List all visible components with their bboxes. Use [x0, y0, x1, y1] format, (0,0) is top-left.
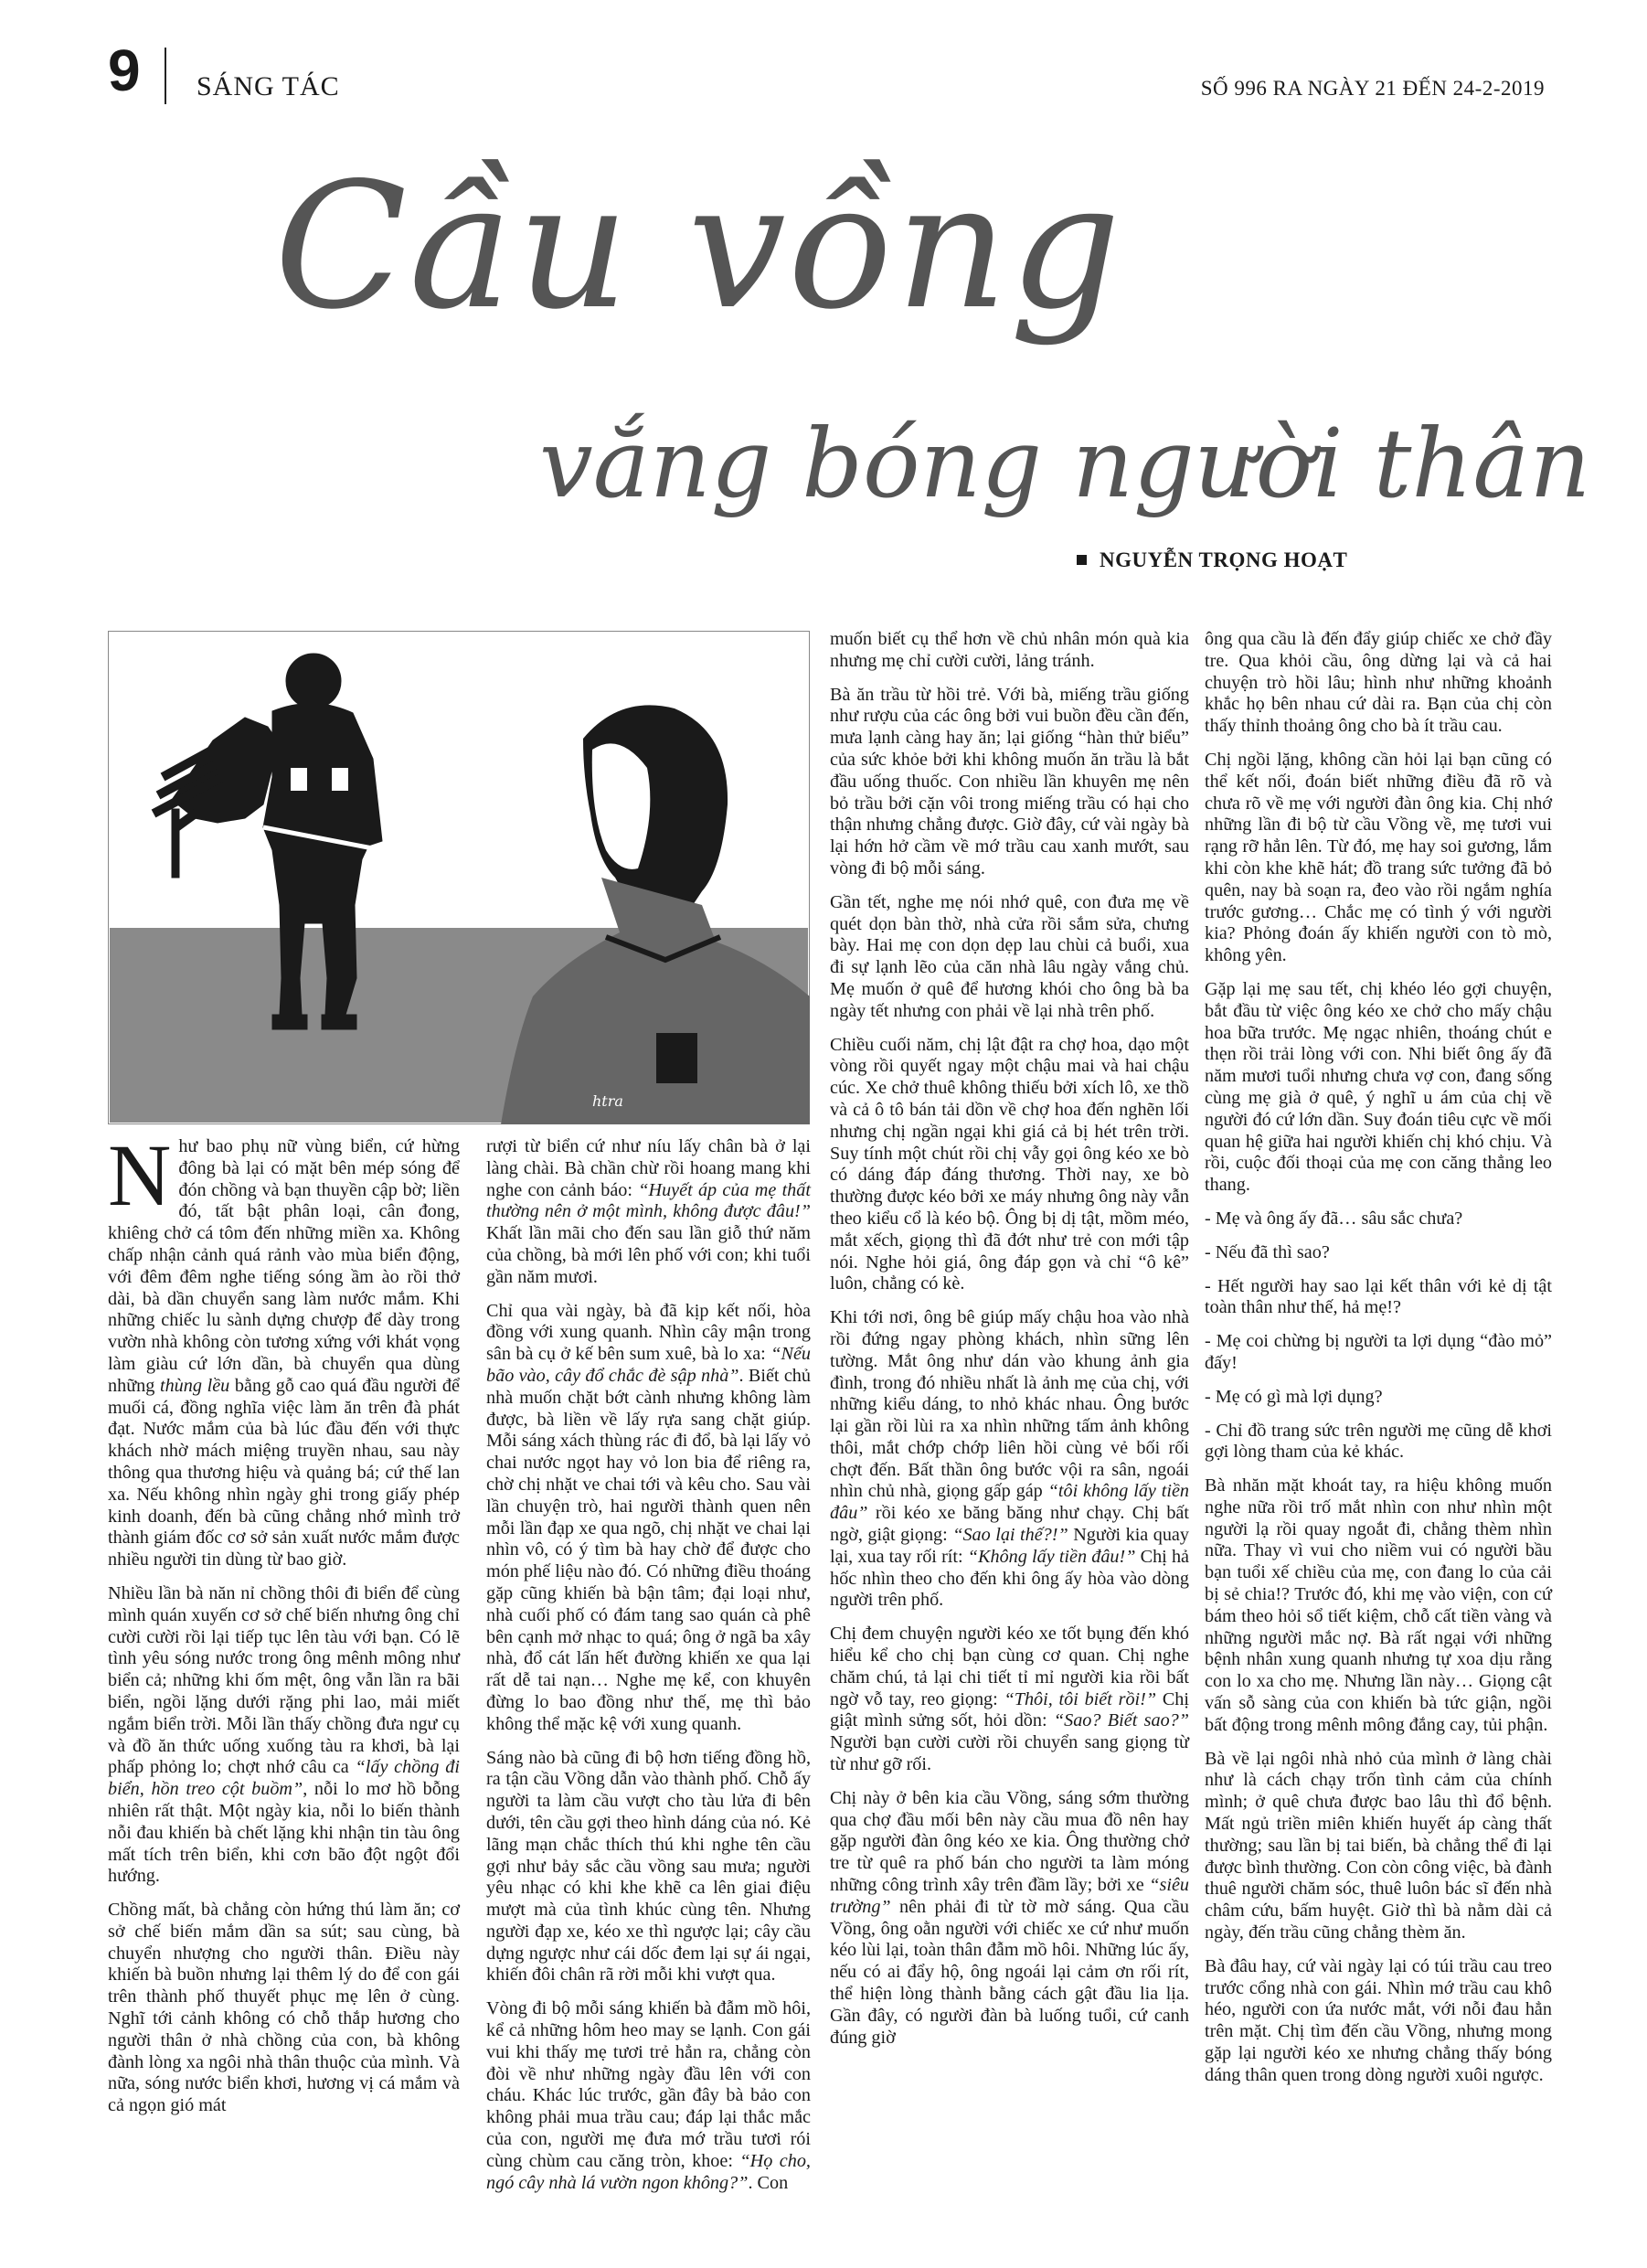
paragraph: ông qua cầu là đến đẩy giúp chiếc xe chở đầy tre. Qua khỏi cầu, ông dừng lại và cả hai chuyện trò hồi lâu; hình như những khoảnh khắc họ bên nhau cứ dài ra. Bạn của chị còn thấy thỉnh thoảng ông cho bà ít trầu cau.: [1205, 629, 1552, 737]
byline-square-icon: [1077, 555, 1087, 565]
paragraph: Bà đâu hay, cứ vài ngày lại có túi trầu cau treo trước cổng nhà con gái. Nhìn mớ trầu cau khô héo, người con ứa nước mắt, với nỗi đau hẳn trên mặt. Chị tìm đến cầu Vồng, nhưng mong gặp lại người kéo xe nhưng chẳng thấy bóng dáng thân quen trong dòng người xuôi ngược.: [1205, 1955, 1552, 2085]
paragraph: Sáng nào bà cũng đi bộ hơn tiếng đồng hồ, ra tận cầu Vồng dẫn vào thành phố. Chỗ ấy người ta làm cầu vượt cho tàu lửa đi bên dưới, tên cầu gợi theo hình dáng của nó. Kẻ lãng mạn chắc thích thú khi nghe tên cầu gợi như bảy sắc cầu vồng sau mưa; người yêu nhạc có khi khe khẽ ca lên giai điệu mượt mà của tình khúc cùng tên. Nhưng người đạp xe, kéo xe thì ngược lại; cây cầu dựng ngược như cái dốc đem lại sự ái ngại, khiến đôi chân rã rời mỗi khi vượt qua.: [486, 1747, 811, 1986]
section-name: SÁNG TÁC: [197, 71, 340, 101]
paragraph: Chiều cuối năm, chị lật đật ra chợ hoa, dạo một vòng rồi quyết ngay một chậu mai và hai chậu cúc. Xe chở thuê không thiếu bởi xích lô, xe thồ và cả ô tô bán tải dồn về chợ hoa đến nghẽn lối nhưng chị ngần ngại khi giá cả bị hét trên trời. Suy tính một chút rồi chị vẫy gọi ông kéo xe bò có dáng đáp đáng thương. Thời nay, xe bò thường được kéo bởi xe máy nhưng ông này vẫn theo kiểu cổ là kéo bộ. Ông bị dị tật, mồm méo, mắt xếch, giọng thì đã đớt như trẻ con mới tập nói. Nghe hỏi giá, ông đáp gọn và chỉ “ô kê” luôn, chẳng có kè.: [830, 1034, 1189, 1294]
paragraph: muốn biết cụ thể hơn về chủ nhân món quà kia nhưng mẹ chỉ cười cười, lảng tránh.: [830, 629, 1189, 671]
paragraph: Chồng mất, bà chẳng còn hứng thú làm ăn; cơ sở chế biến mắm dần sa sút; sau cùng, bà chuyển nhượng cho người thân. Điều này khiến bà buồn nhưng lại thêm lý do để con gái trên thành phố thuyết phục mẹ lên ở cùng. Nghĩ tới cảnh không có chỗ thắp hương cho người thân ở nhà chồng của con, bà không đành lòng xa ngôi nhà thân thuộc của mình. Và nữa, sóng nước biển khơi, hương vị cá mắm và cả ngọn gió mát: [108, 1900, 460, 2116]
paragraph: rượi từ biển cứ như níu lấy chân bà ở lại làng chài. Bà chần chừ rồi hoang mang khi nghe con cảnh báo: “Huyết áp của mẹ thất thường nên ở một mình, không được đâu!” Khất lần mãi cho đến sau lần giỗ thứ năm của chồng, bà mới lên phố với con; khi tuổi gần năm mươi.: [486, 1136, 811, 1287]
paragraph: Bà về lại ngôi nhà nhỏ của mình ở làng chài như là cách chạy trốn tình cảm của chính mình; ở quê chưa được bao lâu thì đổ bệnh. Mất ngủ triền miên khiến huyết áp càng thất thường; sau lần bị tai biến, bà chẳng thể đi lại được bình thường. Con còn công việc, bà đành thuê người chăm sóc, thuê luôn bác sĩ đến nhà châm cứu, bấm huyệt. Giờ thì bà nằm dài cả ngày, đến trầu cũng chẳng thèm ăn.: [1205, 1748, 1552, 1943]
dialogue-line: - Mẹ có gì mà lợi dụng?: [1205, 1386, 1383, 1407]
paragraph: Bà nhăn mặt khoát tay, ra hiệu không muốn nghe nữa rồi trố mắt nhìn con như nhìn một người lạ rồi quay ngoắt đi, chẳng thèm nhìn nữa. Thay vì vui cho niềm vui có người bầu bạn tuổi xế chiều của mẹ, con đang lo của cải bị sẻ chia!? Trước đó, khi mẹ vào viện, con cứ bám theo hỏi sổ tiết kiệm, chỗ cất tiền vàng và những người mắc nợ. Bà rất ngại với những bệnh nhân xung quanh nhưng tự xoa dịu rằng con lo xa cho mẹ. Nhưng lần này… Giọng cật vấn sỗ sàng của con khiến bà tức giận, ngồi bất động trong mênh mông đắng cay, tủi phận.: [1205, 1475, 1552, 1735]
paragraph: Vòng đi bộ mỗi sáng khiến bà đẫm mồ hôi, kể cả những hôm heo may se lạnh. Con gái vui khi thấy mẹ tươi trẻ hẳn ra, chẳng còn đòi về như những ngày đầu lên với con cháu. Khác lúc trước, gần đây bà bảo con không phải mua trầu cau; đáp lại thắc mắc của con, người mẹ đưa mớ trầu tươi rói cùng chùm cau căng tròn, khoe: “Họ cho, ngó cây nhà lá vườn ngon không?”. Con: [486, 1998, 811, 2193]
dialogue-line: - Nếu đã thì sao?: [1205, 1241, 1330, 1262]
drop-cap: N: [108, 1126, 172, 1224]
author-name: NGUYỄN TRỌNG HOẠT: [1100, 548, 1348, 571]
paragraph: Như bao phụ nữ vùng biển, cứ hừng đông bà lại có mặt bên mép sóng để đón chồng và bạn thuyền cập bờ; liền đó, tất bật phân loại, cân đong, khiêng chở cá tôm đến những miền xa. Không chấp nhận cảnh quá rảnh vào mùa biển động, với đêm đêm nghe tiếng sóng ầm ào rồi thở dài, bà dần chuyển sang làm nước mắm. Khi những chiếc lu sành dựng chượp để dày trong vườn nhà không còn tương xứng với khát vọng làm giàu cứ lớn dần, bà chuyển qua dùng những thùng lều bằng gỗ cao quá đầu người để muối cá, đồng nghĩa việc làm ăn trên đà phát đạt. Nước mắm của bà lúc đầu đến với thực khách nhờ mách miệng truyền nhau, sau này thông qua thương hiệu và quảng bá; cứ thế lan xa. Nếu không nhìn ngày ghi trong giấy phép kinh doanh, đến bà cũng chẳng nhớ mình trở thành giám đốc cơ sở sản xuất nước mắm được nhiều người tin dùng từ bao giờ.: [108, 1126, 460, 1571]
paragraph: Khi tới nơi, ông bê giúp mấy chậu hoa vào nhà rồi đứng ngay phòng khách, nhìn sững lên tường. Mắt ông như dán vào khung ảnh gia đình, trong đó nhiều nhất là ảnh mẹ của chị, với những kiểu dáng, to nhỏ khác nhau. Ông bước lại gần rồi lùi ra xa nhìn những tấm ảnh không thôi, mắt chớp chớp liên hồi cùng vẻ bối rối chợt đến. Bất thần ông bước vội ra sân, ngoái nhìn chủ nhà, giọng gấp gáp “tôi không lấy tiền đâu” rồi kéo xe băng băng như chạy. Chị bất ngờ, giật giọng: “Sao lại thế?!” Người kia quay lại, xua tay rối rít: “Không lấy tiền đâu!” Chị hả hốc nhìn theo cho đến khi ông ấy hòa vào dòng người trên phố.: [830, 1307, 1190, 1611]
paragraph: Gặp lại mẹ sau tết, chị khéo léo gợi chuyện, bắt đầu từ việc ông kéo xe chở cho mấy chậu hoa bữa trước. Mẹ ngạc nhiên, thoáng chút e thẹn rồi trải lòng với con. Nhi biết ông ấy đã năm mươi tuổi nhưng chưa vợ con, đang sống cùng mẹ già ở quê, ý nghĩ u ám của chị về người đó cứ lớn dần. Suy đoán tiêu cực về mối quan hệ giữa hai người khiến chị khó chịu. Và rồi, cuộc đối thoại của mẹ con căng thẳng leo thang.: [1205, 978, 1552, 1196]
byline: [1077, 548, 1347, 572]
paragraph: Nhiều lần bà năn nỉ chồng thôi đi biển để cùng mình quán xuyến cơ sở chế biến nhưng ông chỉ cười cười rồi lại tiếp tục lên tàu với bạn. Có lẽ tình yêu sóng nước trong ông mênh mông như biển cả; những khi ốm mệt, ông vẫn lần ra bãi biển, ngồi lặng dưới rặng phi lao, mải miết ngắm biển trời. Mỗi lần thấy chồng đưa ngư cụ và đồ ăn thức uống xuống tàu ra khơi, bà lại phấp phỏng lo; chợt nhớ câu ca “lấy chồng đi biển, hồn treo cột buồm”, nỗi lo mơ hồ bỗng nhiên rất thật. Một ngày kia, nỗi lo biến thành nỗi đau khiến bà chết lặng khi nhận tin tàu ông mất tích trên biển, khi cơn bão đột ngột đổi hướng.: [108, 1582, 460, 1887]
title-line-1: Cầu vồng: [274, 145, 1123, 347]
illustration: [108, 631, 810, 1124]
page-number: 9: [108, 37, 141, 103]
dialogue-line: - Mẹ coi chừng bị người ta lợi dụng “đào mỏ” đấy!: [1205, 1331, 1552, 1373]
paragraph: Chị đem chuyện người kéo xe tốt bụng đến khó hiểu kể cho chị bạn cùng cơ quan. Chị nghe chăm chú, tả lại chi tiết tỉ mỉ người kia rồi bất ngờ vỗ tay, reo giọng: “Thôi, tôi biết rồi!” Chị giật mình sửng sốt, hỏi dồn: “Sao? Biết sao?” Người bạn cười cười rồi chuyển sang giọng từ từ như gỡ rối.: [830, 1624, 1189, 1775]
dialogue-line: - Mẹ và ông ấy đã… sâu sắc chưa?: [1205, 1208, 1463, 1229]
column-1: [108, 1126, 460, 2129]
paragraph: Bà ăn trầu từ hồi trẻ. Với bà, miếng trầu giống như rượu của các ông bởi vui buồn đều cần đến, mưa lạnh càng hay ăn; lại giống “hàn thử biểu” của sức khỏe bởi khi không muốn ăn trầu là bắt đầu uống thuốc. Con nhiều lần khuyên mẹ nên bỏ trầu bởi cặn vôi trong miếng trầu có hại cho thận nhưng chẳng được. Giờ đây, cứ vài ngày bà lại hớn hở cầm về mớ trầu cau xanh mướt, sau vòng đi bộ mỗi sáng.: [830, 684, 1189, 878]
dialogue-line: - Chỉ đồ trang sức trên người mẹ cũng dễ khơi gợi lòng tham của kẻ khác.: [1205, 1420, 1552, 1463]
paragraph: Chị này ở bên kia cầu Vồng, sáng sớm thường qua chợ đầu mối bên này cầu mua đồ nên hay gặp người đàn ông kéo xe kia. Ông thường chở tre từ quê ra phố bán cho người ta làm móng những công trình xây trên đầm lầy; bởi xe “siêu trường” nên phải đi từ tờ mờ sáng. Qua cầu Vồng, ông oằn người với chiếc xe cứ như muốn kéo lùi lại, toàn thân đẫm mồ hôi. Những lúc ấy, nếu có ai đẩy hộ, ông ngoái lại cảm ơn rối rít, thể hiện lòng thành bằng cách gật đầu lia lịa. Gần đây, có người đàn bà luống tuổi, cứ canh đúng giờ: [830, 1787, 1189, 2048]
dialogue-line: - Hết người hay sao lại kết thân với kẻ dị tật toàn thân như thế, hả mẹ!?: [1205, 1275, 1552, 1318]
paragraph: Gần tết, nghe mẹ nói nhớ quê, con đưa mẹ về quét dọn bàn thờ, nhà cửa rồi sắm sửa, chưng bày. Hai mẹ con dọn dẹp lau chùi cả buổi, xua đi sự lạnh lẽo của căn nhà lâu ngày vắng chủ. Mẹ muốn ở quê để hương khói cho ông bà ba ngày tết nhưng con phải về lại nhà trên phố.: [830, 891, 1189, 1021]
paragraph: Chị ngồi lặng, không cần hỏi lại bạn cũng có thể kết nối, đoán biết những điều đã rõ và chưa rõ về mẹ với người đàn ông kia. Chị nhớ những lần đi bộ từ cầu Vồng về, mẹ tươi vui rạng rỡ hẳn lên. Từ đó, mẹ hay soi gương, lắm khi còn khe khẽ hát; đồ trang sức tưởng đã bỏ quên, nay bà soạn ra, đeo vào rồi ngắm nghía trước gương… Chắc mẹ có tình ý với người kia? Phỏng đoán ấy khiến người con tò mò, không yên.: [1205, 749, 1552, 966]
artist-signature: htra: [592, 1092, 623, 1110]
issue-info: SỐ 996 RA NGÀY 21 ĐẾN 24-2-2019: [1200, 77, 1545, 100]
title-line-2: vắng bóng người thân: [539, 408, 1591, 519]
header-divider: [165, 48, 166, 104]
paragraph: Chỉ qua vài ngày, bà đã kịp kết nối, hòa đồng với xung quanh. Nhìn cây mận trong sân bà cụ ở kế bên sum xuê, bà lo xa: “Nếu bão vào, cây đổ chắc đè sập nhà”. Biết chủ nhà muốn chặt bớt cành nhưng không làm được, bà liền về lấy rựa sang chặt giúp. Mỗi sáng xách thùng rác đi đổ, bà lại lấy vỏ chai nước ngọt hay vỏ lon bia để riêng ra, chờ chị nhặt ve chai tới và kêu cho. Sau vài lần chuyện trò, hai người thành quen nên mỗi lần đạp xe qua ngõ, chị nhặt ve chai lại nhìn vô, có ý tìm bà hay chờ để được cho món phế liệu nào đó. Có những điều thoáng gặp cũng khiến bà bận tâm; đại loại như, nhà cuối phố có đám tang sao quán cà phê bên cạnh mở nhạc to quá; ông ở ngã ba xây nhà, đổ cát lấn hết đường khiến xe qua lại rất dễ tai nạn… Nghe mẹ kể, con khuyên đừng lo bao đồng như thế, mẹ thì bảo không thể mặc kệ với xung quanh.: [486, 1300, 811, 1734]
column-4: [1205, 629, 1552, 2099]
column-2: [486, 1136, 811, 2206]
column-3: [830, 629, 1189, 2060]
